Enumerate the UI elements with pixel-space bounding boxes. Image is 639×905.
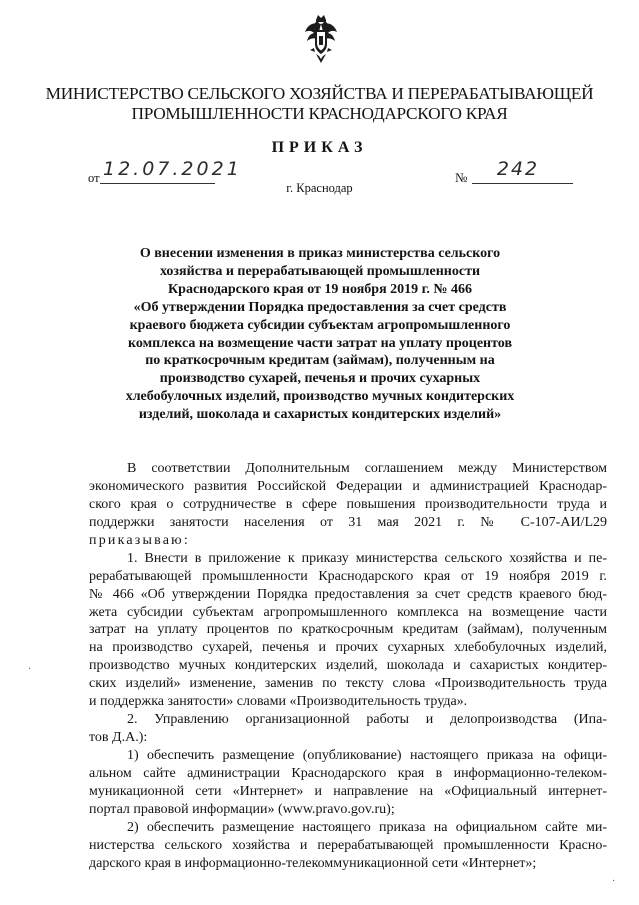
subject-line: комплекса на возмещение части затрат на уплату процентов xyxy=(127,335,513,351)
body-line: портал правовой информации» (www.pravo.gov.ru); xyxy=(89,801,395,817)
body-line: 1) обеспечить размещение (опубликование) настоящего приказа на офици- xyxy=(127,748,607,763)
body-line: рерабатывающей промышленности Краснодарского края от 19 ноября 2019 г. xyxy=(89,568,607,584)
body-line: поддержки занятости населения от 31 мая 2021 г. № С-107-АИ/L29 xyxy=(89,514,607,530)
number-value: 242 xyxy=(496,158,540,180)
ministry-name xyxy=(40,84,599,124)
body-line: 2. Управлению организационной работы и делопроизводства (Ипа- xyxy=(127,712,607,728)
body-line: затрат на уплату процентов по краткосрочным кредитам (займам), полученным xyxy=(89,622,607,638)
body-line: 2) обеспечить размещение настоящего приказа на официальном сайте ми- xyxy=(127,819,607,835)
subject-line: изделий, шоколада и сахаристых кондитерских изделий» xyxy=(138,407,502,423)
body-line: приказываю: xyxy=(89,532,190,548)
coat-of-arms-icon xyxy=(302,12,340,64)
body-line: жета субсидии субъектам агропромышленного комплекса на возмещение части xyxy=(89,604,607,620)
body-line: на производство сухарей, печенья и прочих сухарных хлебобулочных изделий, xyxy=(89,640,607,656)
body-line: альном сайте администрации Краснодарского края в информационно-телеком- xyxy=(89,765,607,781)
number-underline xyxy=(472,183,573,184)
date-label: от xyxy=(88,171,100,185)
order-subject xyxy=(110,245,530,424)
subject-line: «Об утверждении Порядка предоставления за счет средств xyxy=(133,299,507,315)
ministry-line-1: МИНИСТЕРСТВО СЕЛЬСКОГО ХОЗЯЙСТВА И ПЕРЕРАБАТЫВАЮЩЕЙ xyxy=(45,84,594,103)
body-line: муникационной сети «Интернет» и направление на «Официальный интернет- xyxy=(89,783,607,799)
body-line: экономического развития Российской Федерации и администрацией Краснодар- xyxy=(89,478,607,494)
body-line: В соответствии Дополнительным соглашением между Министерством xyxy=(127,461,607,476)
date-value: 12.07.2021 xyxy=(103,158,242,180)
subject-line: Краснодарского края от 19 ноября 2019 г. № 466 xyxy=(168,281,472,297)
body-line: № 466 «Об утверждении Порядка предоставления за счет средств краевого бюд- xyxy=(89,586,607,602)
body-line: 1. Внести в приложение к приказу министерства сельского хозяйства и пе- xyxy=(127,550,607,566)
subject-line: производство сухарей, печенья и прочих сухарных xyxy=(159,371,481,387)
body-line: ского края о сотрудничестве в сфере повышения производительности труда и xyxy=(89,496,607,512)
subject-line: по краткосрочным кредитам (займам), полученным на xyxy=(145,353,495,369)
body-line: тов Д.А.): xyxy=(89,730,148,746)
scan-speck: · xyxy=(612,876,616,887)
body-line: нистерства сельского хозяйства и перерабатывающей промышленности Красно- xyxy=(89,837,607,853)
number-label: № xyxy=(455,170,468,185)
body-line: дарского края в информационно-телекоммуникационной сети «Интернет»; xyxy=(89,855,537,871)
subject-line: хозяйства и перерабатывающей промышленности xyxy=(159,263,481,279)
city-name: г. Краснодар xyxy=(286,181,353,195)
body-line: ских изделий» изменение, заменив по тексту слова «Производительность труда xyxy=(89,676,607,692)
subject-line: О внесении изменения в приказ министерства сельского xyxy=(139,246,501,261)
ministry-line-2: ПРОМЫШЛЕННОСТИ КРАСНОДАРСКОГО КРАЯ xyxy=(131,104,508,123)
subject-line: хлебобулочных изделий, производство мучных кондитерских xyxy=(125,389,515,405)
body-line: и поддержка занятости» словами «Производительность труда». xyxy=(89,694,468,710)
scan-speck: · xyxy=(28,664,32,675)
order-title: ПРИКАЗ xyxy=(271,139,368,156)
subject-line: краевого бюджета субсидии субъектам агропромышленного xyxy=(129,317,511,333)
body-line: производство мучных кондитерских изделий, шоколада и сахаристых кондитер- xyxy=(89,658,607,674)
order-body xyxy=(89,460,607,873)
